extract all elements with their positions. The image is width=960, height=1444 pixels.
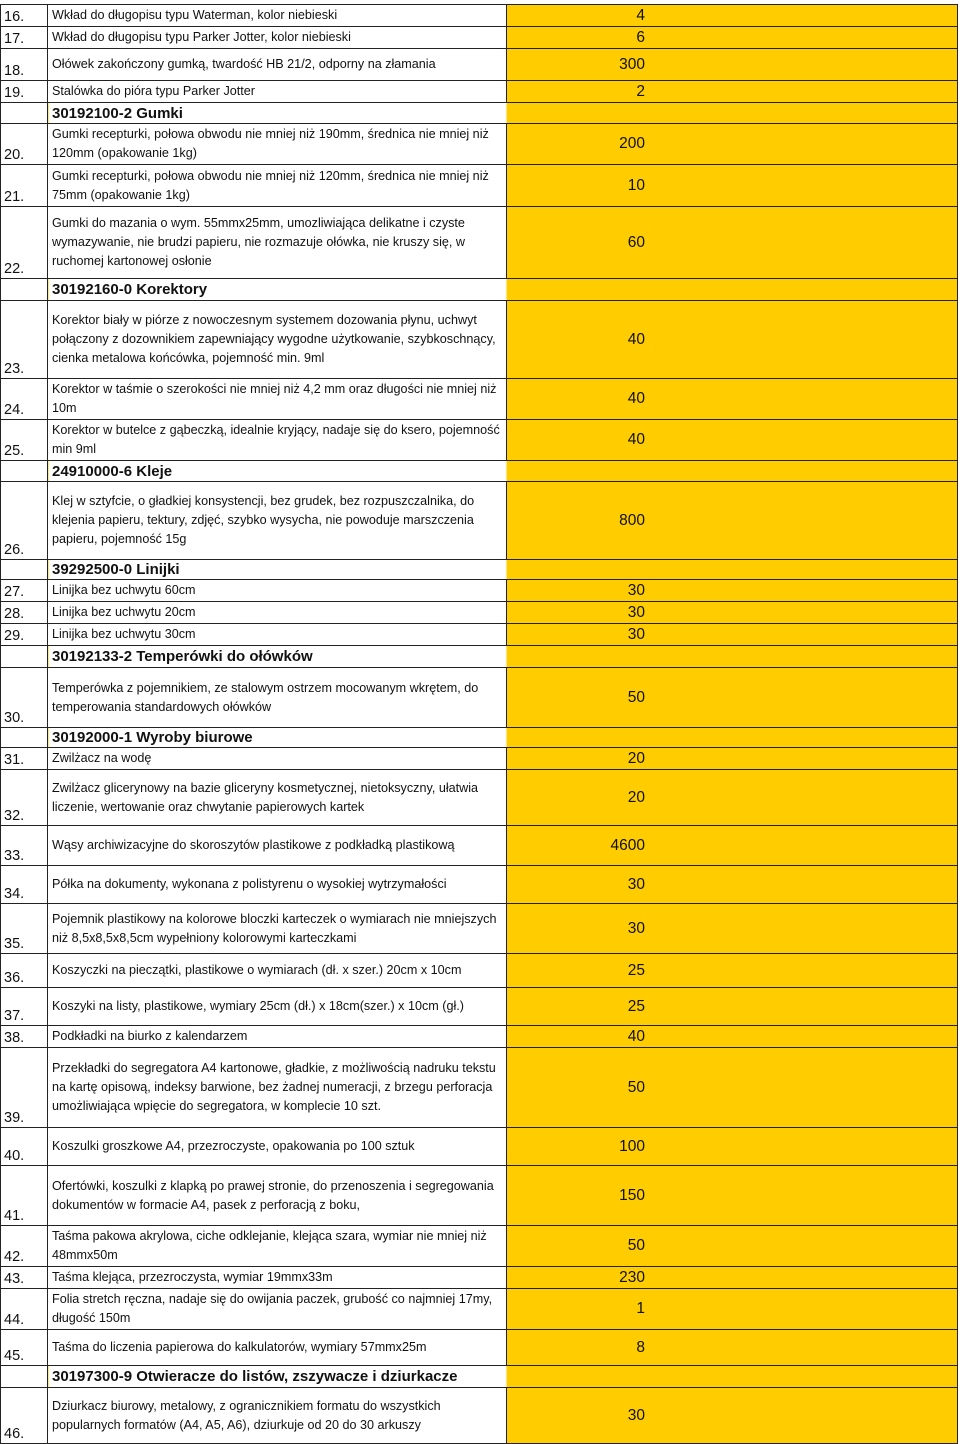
item-description: Koszulki groszkowe A4, przezroczyste, opakowania po 100 sztuk — [48, 1128, 507, 1166]
item-quantity: 40 — [507, 1026, 958, 1048]
item-row — [1, 49, 958, 81]
category-row — [1, 560, 958, 580]
item-row — [1, 1330, 958, 1366]
item-description: Gumki do mazania o wym. 55mmx25mm, umozliwiająca delikatne i czyste wymazywanie, nie brudzi papieru, nie rozmazuje ołówka, nie kruszy się, w ruchomej kartonowej osłonie — [48, 207, 507, 279]
item-number: 23. — [1, 301, 48, 379]
item-number: 16. — [1, 5, 48, 27]
item-number: 21. — [1, 165, 48, 207]
item-description: Wąsy archiwizacyjne do skoroszytów plastikowe z podkładką plastikową — [48, 826, 507, 866]
category-row — [1, 646, 958, 668]
item-number: 28. — [1, 602, 48, 624]
item-quantity: 30 — [507, 1388, 958, 1444]
item-quantity: 800 — [507, 482, 958, 560]
item-row — [1, 420, 958, 461]
item-quantity: 4600 — [507, 826, 958, 866]
item-quantity: 30 — [507, 866, 958, 904]
item-quantity: 4 — [507, 5, 958, 27]
item-description: Linijka bez uchwytu 60cm — [48, 580, 507, 602]
category-row — [1, 1366, 958, 1388]
item-number: 24. — [1, 379, 48, 420]
item-number: 36. — [1, 954, 48, 988]
item-number: 18. — [1, 49, 48, 81]
item-description: Stalówka do pióra typu Parker Jotter — [48, 81, 507, 103]
item-row — [1, 826, 958, 866]
item-description: Korektor biały w piórze z nowoczesnym systemem dozowania płynu, uchwyt połączony z dozownikiem zapewniający wygodne użytkowanie, szybkoschnący, cienka metalowa końcówka, pojemność min. 9ml — [48, 301, 507, 379]
item-row — [1, 988, 958, 1026]
item-number: 33. — [1, 826, 48, 866]
item-description: Koszyczki na pieczątki, plastikowe o wymiarach (dł. x szer.) 20cm x 10cm — [48, 954, 507, 988]
item-number: 26. — [1, 482, 48, 560]
item-quantity: 100 — [507, 1128, 958, 1166]
item-quantity: 30 — [507, 904, 958, 954]
item-number: 42. — [1, 1226, 48, 1267]
item-quantity: 25 — [507, 988, 958, 1026]
category-number-cell — [1, 560, 48, 580]
item-row — [1, 1128, 958, 1166]
item-number: 17. — [1, 27, 48, 49]
item-quantity: 10 — [507, 165, 958, 207]
category-heading: 30192133-2 Temperówki do ołówków — [48, 646, 958, 668]
item-row — [1, 748, 958, 770]
item-quantity: 50 — [507, 668, 958, 728]
item-row — [1, 81, 958, 103]
item-description: Wkład do długopisu typu Parker Jotter, kolor niebieski — [48, 27, 507, 49]
category-row — [1, 103, 958, 124]
category-row — [1, 461, 958, 482]
item-number: 27. — [1, 580, 48, 602]
item-number: 44. — [1, 1289, 48, 1330]
item-quantity: 200 — [507, 124, 958, 165]
item-number: 22. — [1, 207, 48, 279]
item-row — [1, 866, 958, 904]
category-row — [1, 279, 958, 301]
item-description: Ofertówki, koszulki z klapką po prawej stronie, do przenoszenia i segregowania dokumentów w formacie A4, pasek z perforacją z boku, — [48, 1166, 507, 1226]
item-number: 31. — [1, 748, 48, 770]
item-description: Korektor w taśmie o szerokości nie mniej niż 4,2 mm oraz długości nie mniej niż 10m — [48, 379, 507, 420]
item-number: 32. — [1, 770, 48, 826]
item-quantity: 1 — [507, 1289, 958, 1330]
item-row — [1, 1289, 958, 1330]
item-row — [1, 1388, 958, 1444]
item-row — [1, 1026, 958, 1048]
item-number: 45. — [1, 1330, 48, 1366]
item-description: Wkład do długopisu typu Waterman, kolor niebieski — [48, 5, 507, 27]
item-quantity: 30 — [507, 580, 958, 602]
item-row — [1, 770, 958, 826]
category-number-cell — [1, 1366, 48, 1388]
item-description: Podkładki na biurko z kalendarzem — [48, 1026, 507, 1048]
item-description: Gumki recepturki, połowa obwodu nie mniej niż 190mm, średnica nie mniej niż 120mm (opakowanie 1kg) — [48, 124, 507, 165]
item-number: 41. — [1, 1166, 48, 1226]
item-row — [1, 482, 958, 560]
category-heading: 30192160-0 Korektory — [48, 279, 958, 301]
item-quantity: 40 — [507, 301, 958, 379]
item-row — [1, 5, 958, 27]
item-row — [1, 1166, 958, 1226]
category-row — [1, 728, 958, 748]
price-table — [0, 4, 958, 1444]
category-heading: 24910000-6 Kleje — [48, 461, 958, 482]
item-description: Dziurkacz biurowy, metalowy, z ogranicznikiem formatu do wszystkich popularnych formatów (A4, A5, A6), dziurkuje od 20 do 30 arkuszy — [48, 1388, 507, 1444]
item-row — [1, 954, 958, 988]
item-row — [1, 1048, 958, 1128]
item-quantity: 25 — [507, 954, 958, 988]
item-number: 25. — [1, 420, 48, 461]
item-description: Taśma klejąca, przezroczysta, wymiar 19mmx33m — [48, 1267, 507, 1289]
item-number: 39. — [1, 1048, 48, 1128]
item-row — [1, 624, 958, 646]
category-number-cell — [1, 461, 48, 482]
item-number: 38. — [1, 1026, 48, 1048]
category-number-cell — [1, 279, 48, 301]
item-number: 20. — [1, 124, 48, 165]
category-number-cell — [1, 103, 48, 124]
item-number: 29. — [1, 624, 48, 646]
item-quantity: 50 — [507, 1226, 958, 1267]
table-body — [1, 5, 958, 1444]
item-description: Linijka bez uchwytu 20cm — [48, 602, 507, 624]
category-number-cell — [1, 646, 48, 668]
item-row — [1, 1226, 958, 1267]
item-quantity: 30 — [507, 624, 958, 646]
item-row — [1, 379, 958, 420]
item-description: Półka na dokumenty, wykonana z polistyrenu o wysokiej wytrzymałości — [48, 866, 507, 904]
item-row — [1, 602, 958, 624]
item-description: Ołówek zakończony gumką, twardość HB 21/2, odporny na złamania — [48, 49, 507, 81]
item-description: Klej w sztyfcie, o gładkiej konsystencji, bez grudek, bez rozpuszczalnika, do klejenia papieru, tektury, zdjęć, szybko wysycha, nie powoduje marszczenia papieru, pojemność 15g — [48, 482, 507, 560]
item-row — [1, 165, 958, 207]
item-description: Koszyki na listy, plastikowe, wymiary 25cm (dł.) x 18cm(szer.) x 10cm (gł.) — [48, 988, 507, 1026]
item-row — [1, 580, 958, 602]
item-description: Zwilżacz glicerynowy na bazie gliceryny kosmetycznej, nietoksyczny, ułatwia liczenie, wertowanie oraz chwytanie papierowych kartek — [48, 770, 507, 826]
item-row — [1, 668, 958, 728]
item-quantity: 230 — [507, 1267, 958, 1289]
item-row — [1, 207, 958, 279]
item-quantity: 60 — [507, 207, 958, 279]
item-description: Gumki recepturki, połowa obwodu nie mniej niż 120mm, średnica nie mniej niż 75mm (opakowanie 1kg) — [48, 165, 507, 207]
item-number: 40. — [1, 1128, 48, 1166]
item-number: 34. — [1, 866, 48, 904]
category-heading: 30192000-1 Wyroby biurowe — [48, 728, 958, 748]
item-row — [1, 124, 958, 165]
item-description: Taśma pakowa akrylowa, ciche odklejanie, klejąca szara, wymiar nie mniej niż 48mmx50m — [48, 1226, 507, 1267]
category-number-cell — [1, 728, 48, 748]
item-description: Przekładki do segregatora A4 kartonowe, gładkie, z możliwością nadruku tekstu na kartę opisową, indeksy barwione, bez żadnej numeracji, z brzegu perforacja umożliwiająca wpięcie do segregatora, w komplecie 10 szt. — [48, 1048, 507, 1128]
item-quantity: 8 — [507, 1330, 958, 1366]
item-description: Zwilżacz na wodę — [48, 748, 507, 770]
item-description: Temperówka z pojemnikiem, ze stalowym ostrzem mocowanym wkrętem, do temperowania standardowych ołówków — [48, 668, 507, 728]
item-description: Taśma do liczenia papierowa do kalkulatorów, wymiary 57mmx25m — [48, 1330, 507, 1366]
item-quantity: 50 — [507, 1048, 958, 1128]
item-quantity: 40 — [507, 379, 958, 420]
item-quantity: 300 — [507, 49, 958, 81]
item-quantity: 2 — [507, 81, 958, 103]
item-description: Korektor w butelce z gąbeczką, idealnie kryjący, nadaje się do ksero, pojemność min 9ml — [48, 420, 507, 461]
item-description: Folia stretch ręczna, nadaje się do owijania paczek, grubość co najmniej 17my, długość 150m — [48, 1289, 507, 1330]
item-quantity: 40 — [507, 420, 958, 461]
item-number: 37. — [1, 988, 48, 1026]
item-number: 43. — [1, 1267, 48, 1289]
item-quantity: 20 — [507, 748, 958, 770]
item-quantity: 6 — [507, 27, 958, 49]
item-description: Pojemnik plastikowy na kolorowe bloczki karteczek o wymiarach nie mniejszych niż 8,5x8,5x8,5cm wypełniony kolorowymi karteczkami — [48, 904, 507, 954]
item-number: 46. — [1, 1388, 48, 1444]
item-number: 35. — [1, 904, 48, 954]
item-quantity: 30 — [507, 602, 958, 624]
item-quantity: 150 — [507, 1166, 958, 1226]
item-quantity: 20 — [507, 770, 958, 826]
category-heading: 30192100-2 Gumki — [48, 103, 958, 124]
item-description: Linijka bez uchwytu 30cm — [48, 624, 507, 646]
item-number: 30. — [1, 668, 48, 728]
item-number: 19. — [1, 81, 48, 103]
item-row — [1, 1267, 958, 1289]
category-heading: 30197300-9 Otwieracze do listów, zszywacze i dziurkacze — [48, 1366, 958, 1388]
category-heading: 39292500-0 Linijki — [48, 560, 958, 580]
item-row — [1, 904, 958, 954]
item-row — [1, 27, 958, 49]
item-row — [1, 301, 958, 379]
